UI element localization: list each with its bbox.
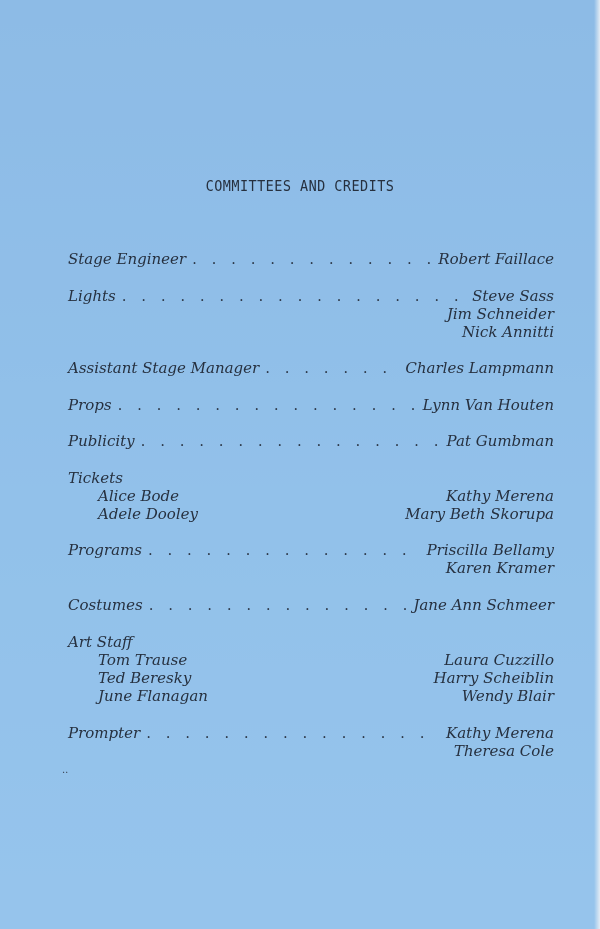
credit-name: Theresa Cole [453,742,554,760]
credit-name: Ted Beresky [98,669,192,687]
dot-leader [122,287,466,305]
credit-costumes [68,596,554,614]
credit-name: Jane Ann Schmeer [413,596,554,614]
credit-programs [68,541,554,577]
role-label: Assistant Stage Manager [68,359,260,377]
credit-tickets [68,469,554,523]
page-title: COMMITTEES AND CREDITS [205,177,395,195]
role-label: Props [68,396,112,414]
credit-name: Priscilla Bellamy [426,541,554,559]
credit-pair-row [68,687,554,705]
dot-leader [149,596,408,614]
credit-name: Pat Gumbman [446,432,554,450]
credit-lights [68,287,554,341]
dot-leader [146,724,440,742]
role-label: Programs [68,541,142,559]
credit-assistant-stage-manager [68,359,554,377]
credit-pair-row [68,505,554,523]
credit-name: Nick Annitti [462,323,554,341]
role-label: Art Staff [68,633,133,651]
credit-name: Jim Schneider [446,305,554,323]
credit-art-staff [68,633,554,705]
credit-name: Kathy Merena [446,487,554,505]
dot-leader [265,359,399,377]
credit-prompter [68,724,554,760]
role-label: Publicity [68,432,135,450]
dot-leader [148,541,421,559]
credit-name: Tom Trause [98,651,188,669]
credit-pair-row [68,651,554,669]
credit-name: Steve Sass [472,287,554,305]
paper-edge [594,0,600,929]
role-label: Lights [68,287,116,305]
role-label: Tickets [68,469,123,487]
credit-name: June Flanagan [98,687,208,705]
credit-publicity [68,432,554,450]
credit-stage-engineer [68,250,554,268]
dot-leader [118,396,417,414]
credit-name: Wendy Blair [461,687,554,705]
role-label: Stage Engineer [68,250,187,268]
credit-name: Harry Scheiblin [433,669,554,687]
credit-props [68,396,554,414]
credit-pair-row [68,669,554,687]
credit-name: Mary Beth Skorupa [405,505,554,523]
credit-name: Laura Cuzzillo [444,651,554,669]
credit-name: Adele Dooley [98,505,198,523]
stray-marks: ·· [62,768,69,779]
credit-name: Kathy Merena [446,724,554,742]
credit-pair-row [68,487,554,505]
role-label: Prompter [68,724,141,742]
credit-name: Charles Lampmann [405,359,554,377]
role-label: Costumes [68,596,143,614]
credit-name: Robert Faillace [438,250,554,268]
credit-name: Lynn Van Houten [422,396,554,414]
dot-leader [192,250,432,268]
credit-name: Karen Kramer [445,559,554,577]
credit-name: Alice Bode [98,487,180,505]
dot-leader [141,432,441,450]
